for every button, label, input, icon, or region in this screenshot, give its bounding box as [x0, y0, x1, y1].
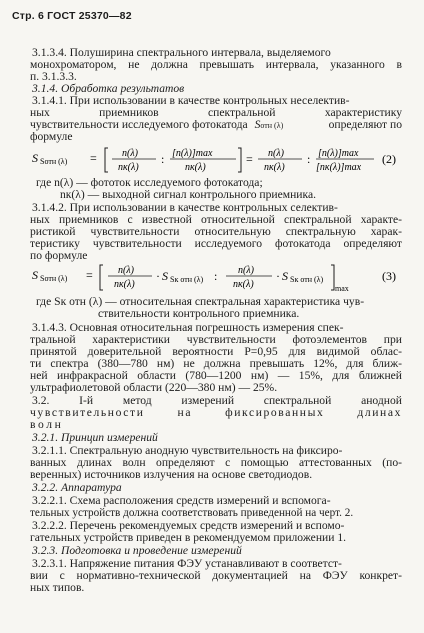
- svg-text:nк(λ): nк(λ): [114, 279, 135, 290]
- paragraph-line: 3.1.3.4. Полуширина спектрального интервала, выделяемого: [32, 46, 331, 59]
- paragraph-line: веренных) источников излучения на основе светодиодов.: [30, 468, 313, 481]
- svg-text:[n(λ)]max: [n(λ)]max: [318, 148, 359, 159]
- paragraph-line: ных приемников с известной относительной спектральной характе-: [30, 213, 402, 226]
- paragraph-line: тральной характеристики чувствительности фотоэлементов при: [30, 333, 402, 346]
- paragraph-line: вии с нормативно-технической документацией на ФЭУ конкрет-: [30, 569, 402, 582]
- section-title: волн: [30, 418, 64, 431]
- section-heading: 3.2.1. Принцип измерений: [32, 431, 158, 444]
- paragraph-line: гательных устройств приведен в рекомендуемом приложении 1.: [30, 531, 347, 544]
- section-heading: 3.2.2. Аппаратура: [32, 481, 122, 494]
- paragraph-line: 3.2.2.1. Схема расположения средств измерений и вспомога-: [32, 494, 331, 507]
- svg-text:Sотн (λ): Sотн (λ): [40, 157, 68, 166]
- where-line: где n(λ) — фототок исследуемого фотокатода;: [36, 176, 263, 189]
- svg-text:max: max: [335, 284, 349, 293]
- svg-text:S: S: [32, 151, 38, 165]
- paragraph-line: ных приемников спектральной характеристику: [30, 106, 402, 119]
- paragraph-line: чувствительности исследуемого фотокатода Sотн (λ) определяют по: [30, 118, 402, 131]
- svg-text:(2): (2): [382, 152, 396, 166]
- svg-text:·: ·: [156, 269, 160, 283]
- svg-text:S: S: [32, 268, 38, 282]
- section-heading: 3.2.3. Подготовка и проведение измерений: [32, 544, 242, 557]
- svg-text:nк(λ): nк(λ): [185, 162, 206, 173]
- svg-text:n(λ): n(λ): [238, 265, 254, 276]
- formula-3: [30, 262, 402, 294]
- svg-text:Sк отн (λ): Sк отн (λ): [290, 275, 324, 284]
- svg-text:[nк(λ)]max: [nк(λ)]max: [316, 162, 362, 173]
- paragraph-line: теристику чувствительности исследуемого фотокатода определяют: [30, 237, 402, 250]
- paragraph-line: 3.2.3.1. Напряжение питания ФЭУ устанавливают в соответст-: [32, 557, 342, 570]
- paragraph-line: по формуле: [30, 249, 88, 262]
- svg-text:[n(λ)]max: [n(λ)]max: [172, 148, 213, 159]
- paragraph-line: ных типов.: [30, 581, 85, 594]
- paragraph-line: тельных устройств должна соответствовать приведенной на черт. 2.: [30, 507, 354, 519]
- section-title: чувствительности на фиксированных длинах: [30, 406, 402, 419]
- svg-text:n(λ): n(λ): [118, 265, 134, 276]
- paragraph-line: монохроматором, не должна превышать интервала, указанного в: [30, 58, 402, 71]
- paragraph-line: 3.2.1.1. Спектральную анодную чувствительность на фиксиро-: [32, 444, 343, 457]
- paragraph-line: п. 3.1.3.3.: [30, 70, 77, 83]
- svg-text:Sк отн (λ): Sк отн (λ): [170, 275, 204, 284]
- paragraph-line: принятой доверительной вероятности P=0,95 для видимой облас-: [30, 345, 402, 358]
- paragraph-line: ти спектра (380—780 нм) не должна превышать 12%, для ближ-: [30, 357, 402, 370]
- svg-text::: :: [214, 269, 218, 283]
- svg-text:nк(λ): nк(λ): [118, 162, 139, 173]
- section-heading: 3.1.4. Обработка результатов: [32, 82, 185, 95]
- paragraph-line: формуле: [30, 130, 73, 143]
- paragraph-line: ванных длинах волн определяют с помощью аттестованных (по-: [30, 456, 402, 469]
- svg-text:n(λ): n(λ): [122, 148, 138, 159]
- paragraph-line: 3.2.2.2. Перечень рекомендуемых средств измерений и вспомо-: [32, 519, 345, 532]
- formula-2: [30, 145, 402, 175]
- svg-text:S: S: [162, 269, 168, 283]
- svg-text:=: =: [246, 152, 253, 166]
- svg-text:S: S: [282, 269, 288, 283]
- where-line: nк(λ) — выходной сигнал контрольного приемника.: [60, 188, 317, 201]
- svg-text:n(λ): n(λ): [268, 148, 284, 159]
- svg-text:nк(λ): nк(λ): [264, 162, 285, 173]
- paragraph-line: ристикой чувствительности относительную спектральную харак-: [30, 225, 402, 238]
- svg-text:nк(λ): nк(λ): [233, 279, 254, 290]
- svg-text::: :: [307, 152, 311, 166]
- section-title: 3.2. I-й метод измерений спектральной анодной: [32, 394, 402, 407]
- paragraph-line: ультрафиолетовой области (220—380 нм) — 25%.: [30, 381, 278, 394]
- svg-text:Sотн (λ): Sотн (λ): [40, 274, 68, 283]
- paragraph-line: ней инфракрасной области (780—1200 нм) — 15%, для ближней: [30, 369, 402, 382]
- paragraph-line: 3.1.4.1. При использовании в качестве контрольных неселектив-: [32, 94, 350, 107]
- svg-text:=: =: [90, 151, 97, 165]
- where-line: где Sк отн (λ) — относительная спектральная характеристика чув-: [36, 295, 365, 308]
- svg-text:·: ·: [276, 269, 280, 283]
- svg-text::: :: [161, 152, 165, 166]
- paragraph-line: 3.1.4.3. Основная относительная погрешность измерения спек-: [32, 321, 344, 334]
- page-header: Стр. 6 ГОСТ 25370—82: [12, 10, 132, 22]
- where-line: ствительности контрольного приемника.: [98, 307, 300, 320]
- paragraph-line: 3.1.4.2. При использовании в качестве контрольных селектив-: [32, 201, 338, 214]
- svg-text:=: =: [86, 268, 93, 282]
- svg-text:(3): (3): [382, 269, 396, 283]
